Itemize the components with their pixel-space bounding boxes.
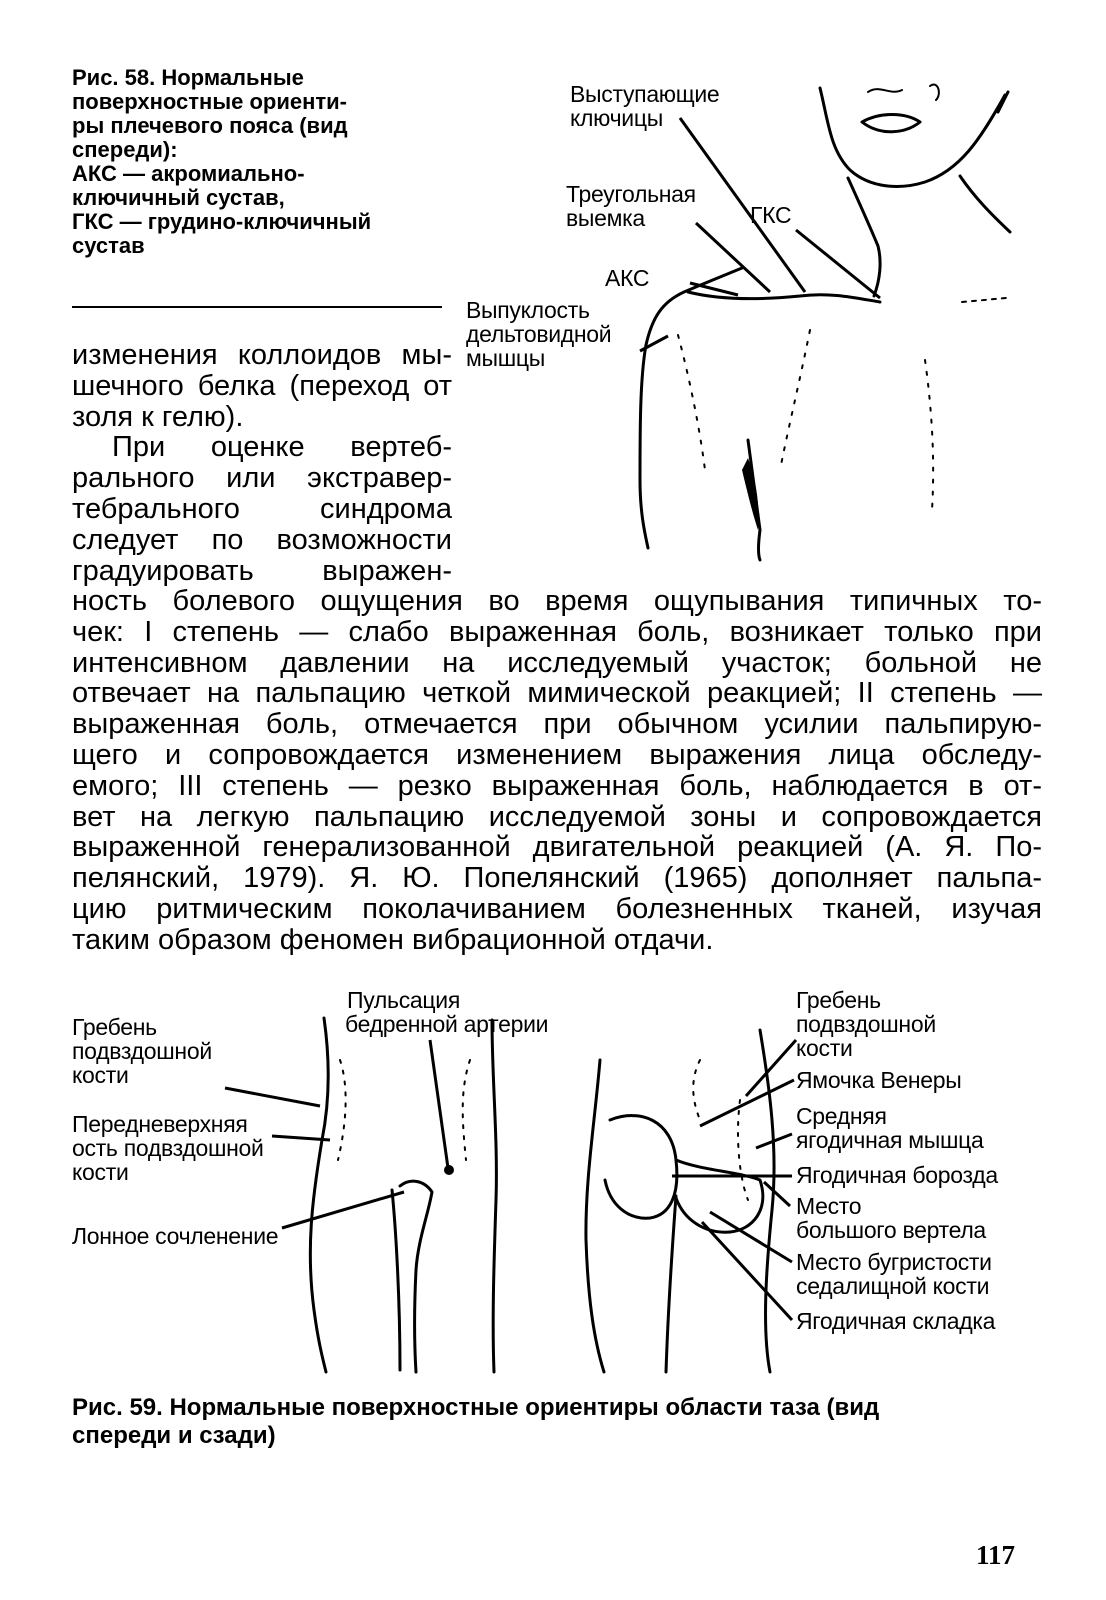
label-line: Выступающие xyxy=(570,81,720,107)
pointer-pubic xyxy=(282,1192,404,1228)
label-line: выемка xyxy=(566,205,645,231)
shoulder-outline xyxy=(640,268,742,548)
label-iliac-crest-back xyxy=(796,988,936,1060)
caption-line: поверхностные ориенти- xyxy=(72,89,347,114)
caption-line: Рис. 59. Нормальные поверхностные ориентиры области таза (вид xyxy=(72,1394,880,1421)
figure-59-caption xyxy=(72,1394,1032,1450)
label-aks: АКС xyxy=(605,265,650,291)
pointer-ischial xyxy=(710,1212,792,1262)
label-greater-trochanter xyxy=(796,1194,986,1242)
figure-59-drawing xyxy=(225,1018,796,1372)
text-line: При оценке вертеб- xyxy=(112,431,452,464)
stipple-marks xyxy=(338,1060,748,1200)
label-pubic-symphysis: Лонное сочленение xyxy=(72,1223,279,1249)
label-deltoid-bulge xyxy=(466,298,611,370)
label-line: Гребень xyxy=(72,1014,157,1040)
text-line: ность болевого ощущения во время ощупывания типичных то- xyxy=(72,585,1042,617)
mouth-outline xyxy=(862,115,920,132)
label-line: Гребень xyxy=(796,987,881,1013)
text-line: тебрального синдрома xyxy=(72,492,452,525)
pointer-trochanter xyxy=(764,1182,790,1206)
text-line: шечного белка (переход от xyxy=(72,369,452,402)
label-line: мышцы xyxy=(466,345,546,371)
caption-line: ГКС — грудино-ключичный xyxy=(72,209,372,234)
pointer-deltoid xyxy=(640,336,668,351)
text-line: емого; III степень — резко выраженная боль, наблюдается в от- xyxy=(72,769,1042,802)
label-anterior-superior-spine xyxy=(72,1112,264,1184)
caption-line: ры плечевого пояса (вид xyxy=(72,113,348,138)
neck-left-line xyxy=(848,178,880,296)
pointer-venus xyxy=(700,1080,794,1126)
text-line: градуировать выражен- xyxy=(72,554,452,587)
pointer-gks xyxy=(796,230,880,298)
stipple-marks xyxy=(678,330,933,510)
caption-line: спереди): xyxy=(72,137,178,162)
pointer-crest-front xyxy=(225,1088,320,1106)
label-line: Передневерхняя xyxy=(72,1111,248,1137)
label-line: Средняя xyxy=(796,1103,887,1129)
text-line: интенсивном давлении на исследуемый участок; больной не xyxy=(72,646,1042,679)
label-venus-dimple: Ямочка Венеры xyxy=(796,1067,962,1093)
label-gluteal-furrow: Ягодичная борозда xyxy=(796,1162,998,1188)
text-line: изменения коллоидов мы- xyxy=(72,339,452,371)
label-line: Треугольная xyxy=(566,181,696,207)
caption-line: ключичный сустав, xyxy=(72,185,285,210)
text-line: щего и сопровождается изменением выражения лица обследу- xyxy=(72,738,1042,771)
pointer-crest-back xyxy=(746,1040,796,1096)
figure-58-drawing xyxy=(640,85,1010,560)
text-line: чек: I степень — слабо выраженная боль, возникает только при xyxy=(72,615,1042,648)
label-line: ость подвздошной xyxy=(72,1135,264,1161)
text-line: выраженной генерализованной двигательной реакцией (А. Я. По- xyxy=(72,831,1042,864)
back-gluteal-cleft xyxy=(666,1196,676,1372)
front-hip-outline-right xyxy=(492,1020,496,1372)
label-femoral-pulse xyxy=(345,988,548,1036)
caption-line: АКС — акромиально- xyxy=(72,161,305,186)
jaw-outline xyxy=(820,88,1005,186)
text-line: цию ритмическим поколачиванием болезненных тканей, изучая xyxy=(72,892,1042,925)
label-gluteal-fold: Ягодичная складка xyxy=(796,1308,996,1334)
caption-line: спереди и сзади) xyxy=(72,1422,276,1449)
text-line: выраженная боль, отмечается при обычном усилии пальпирую- xyxy=(72,708,1042,741)
label-line: Выпуклость xyxy=(466,297,590,323)
text-line: рального или экстравер- xyxy=(72,462,452,495)
label-line: кости xyxy=(72,1159,129,1185)
nose-lines xyxy=(868,85,939,100)
back-hip-outline-left xyxy=(586,1060,604,1372)
label-protruding-clavicles xyxy=(570,82,719,130)
label-line: бедренной артерии xyxy=(345,1011,549,1037)
text-line: вет на легкую пальпацию исследуемой зоны и сопровождается xyxy=(72,800,1042,833)
label-gluteus-medius xyxy=(796,1104,983,1152)
chest-mark xyxy=(962,298,1006,302)
label-line: Место xyxy=(796,1193,862,1219)
label-triangular-notch xyxy=(566,182,696,230)
armpit-shading xyxy=(742,458,759,530)
label-line: ключицы xyxy=(570,105,663,131)
pointer-fold xyxy=(702,1222,792,1320)
text-line: золя к гелю). xyxy=(72,400,244,433)
back-left-buttock xyxy=(605,1116,677,1219)
label-line: подвздошной xyxy=(72,1038,212,1064)
clavicle-line xyxy=(688,292,880,302)
text-line: следует по возможности xyxy=(72,523,452,556)
front-hip-outline-left xyxy=(310,1018,328,1372)
label-gks: ГКС xyxy=(750,202,792,228)
text-line: таким образом феномен вибрационной отдачи. xyxy=(72,923,714,956)
caption-line: сустав xyxy=(72,233,145,258)
label-line: кости xyxy=(72,1062,129,1088)
caption-line: Рис. 58. Нормальные xyxy=(72,65,304,90)
label-line: Пульсация xyxy=(347,987,460,1013)
label-line: седалищной кости xyxy=(796,1273,990,1299)
label-line: большого вертела xyxy=(796,1217,986,1243)
text-line: отвечает на пальпацию четкой мимической реакцией; II степень — xyxy=(72,677,1042,710)
page-number: 117 xyxy=(976,1540,1016,1570)
text-line: пелянский, 1979). Я. Ю. Попелянский (1965) дополняет пальпа- xyxy=(72,862,1042,895)
label-line: подвздошной xyxy=(796,1011,936,1037)
pointer-pulse xyxy=(430,1040,448,1168)
label-iliac-crest-front xyxy=(72,1015,212,1087)
front-inner-thigh xyxy=(392,1190,400,1370)
neck-right-line xyxy=(960,176,1010,232)
back-right-buttock xyxy=(676,1160,763,1232)
front-pubic-symphysis xyxy=(400,1181,432,1372)
label-line: дельтовидной xyxy=(466,321,612,347)
label-line: кости xyxy=(796,1035,853,1061)
label-ischial-tuberosity xyxy=(796,1250,992,1298)
label-line: Место бугристости xyxy=(796,1249,992,1275)
label-line: ягодичная мышца xyxy=(796,1127,984,1153)
